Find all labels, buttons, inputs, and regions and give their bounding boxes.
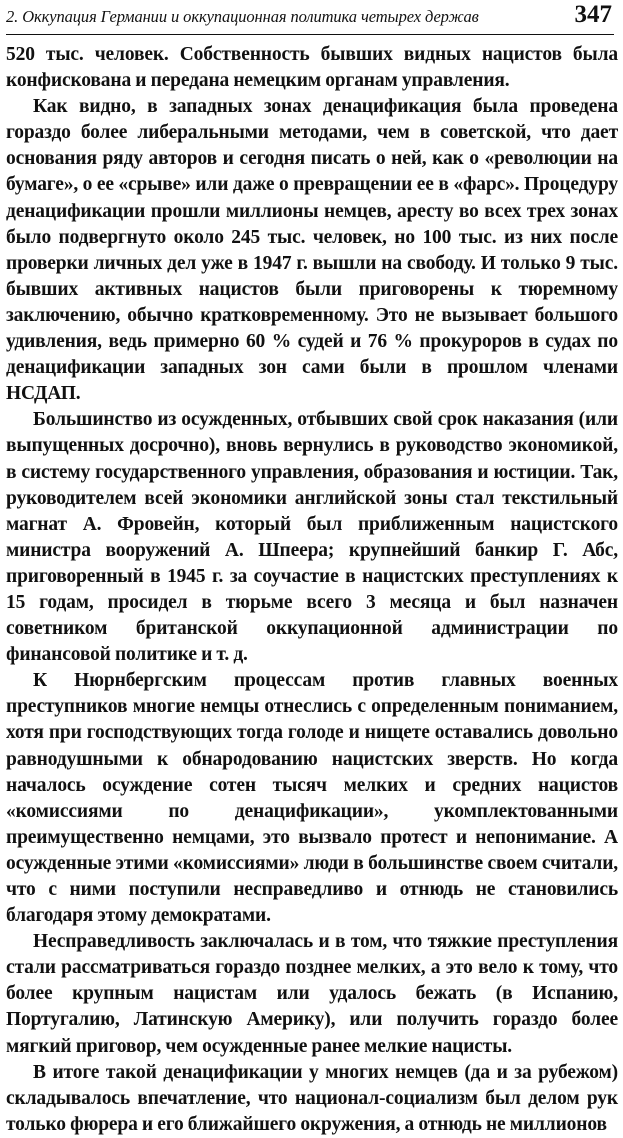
body-text <box>6 42 618 1138</box>
paragraph: Как видно, в западных зонах денацификация была проведена гораздо более либеральными методами, чем в советской, что дает основания ряду авторов и сегодня писать о ней, как о «революции на бумаге», о ее «срыве» или даже о превращении ее в «фарс». Процедуру денацификации прошли миллионы немцев, аресту во всех трех зонах было подвергнуто около 245 тыс. человек, но 100 тыс. из них после проверки личных дел уже в 1947 г. вышли на свободу. И только 9 тыс. бывших активных нацистов были приговорены к тюремному заключению, обычно кратковременному. Это не вызывает большого удивления, ведь примерно 60 % судей и 76 % прокуроров в судах по денацификации западных зон сами были в прошлом членами НСДАП. <box>6 96 618 405</box>
paragraph: В итоге такой денацификации у многих немцев (да и за рубежом) складывалось впечатление, что национал-социализм был делом рук только фюрера и его ближайшего окружения, а отнюдь не миллионов <box>6 1061 618 1135</box>
page-number: 347 <box>574 1 612 28</box>
paragraph: Несправедливость заключалась и в том, что тяжкие преступления стали рассматриваться гораздо позднее мелких, а это вело к тому, что более крупным нацистам или удалось бежать (в Испанию, Португалию, Латинскую Америку), или получить гораздо более мягкий приговор, чем осужденные ранее мелкие нацисты. <box>6 931 618 1057</box>
page-header <box>6 0 614 35</box>
paragraph: Большинство из осужденных, отбывших свой срок наказания (или выпущенных досрочно), вновь вернулись в руководство экономикой, в систему государственного управления, образования и юстиции. Так, руководителем всей экономики английской зоны стал текстильный магнат А. Фровейн, который был приближенным нацистского министра вооружений А. Шпеера; крупнейший банкир Г. Абс, приговоренный в 1945 г. за соучастие в нацистских преступлениях к 15 годам, просидел в тюрьме всего 3 месяца и был назначен советником британской оккупационной администрации по финансовой политике и т. д. <box>6 409 618 666</box>
running-title: 2. Оккупация Германии и оккупационная политика четырех держав <box>6 7 479 26</box>
paragraph-continued: 520 тыс. человек. Собственность бывших видных нацистов была конфискована и передана немецким органам управления. <box>6 44 618 92</box>
paragraph: К Нюрнбергским процессам против главных военных преступников многие немцы отнеслись с определенным пониманием, хотя при господствующих тогда голоде и нищете оставались довольно равнодушными к обнародованию нацистских зверств. Но когда началось осуждение сотен тысяч мелких и средних нацистов «комиссиями по денацификации», укомплектованными преимущественно немцами, это вызвало протест и непонимание. А осужденные этими «комиссиями» люди в большинстве своем считали, что с ними поступили несправедливо и отнюдь не становились благодаря этому демократами. <box>6 670 618 927</box>
